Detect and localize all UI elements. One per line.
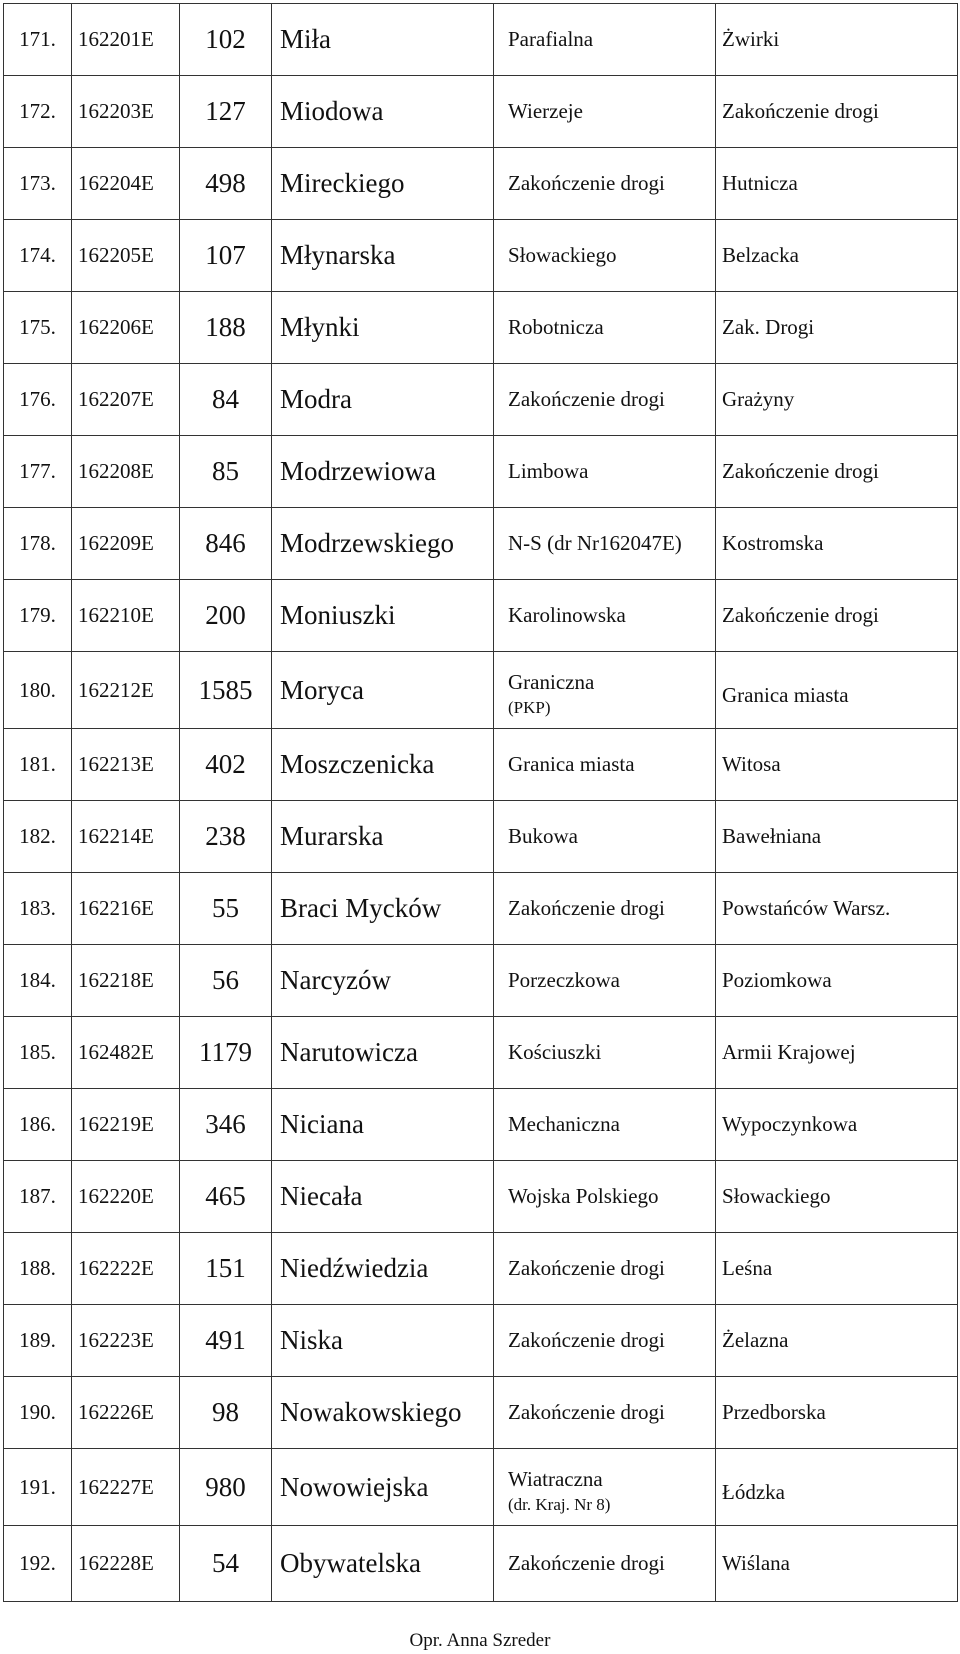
from-street-cell: Zakończenie drogi [494, 1233, 716, 1305]
from-street-cell: Zakończenie drogi [494, 364, 716, 436]
road-code-cell: 162207E [72, 364, 180, 436]
from-street-cell: Zakończenie drogi [494, 1526, 716, 1602]
row-number-cell: 182. [4, 801, 72, 873]
road-code-cell: 162208E [72, 436, 180, 508]
to-street-cell: Słowackiego [716, 1161, 958, 1233]
street-name-cell: Braci Mycków [272, 873, 494, 945]
road-code-cell: 162222E [72, 1233, 180, 1305]
street-name-cell: Murarska [272, 801, 494, 873]
table-row [4, 1017, 958, 1089]
row-number-cell: 184. [4, 945, 72, 1017]
to-street-cell: Armii Krajowej [716, 1017, 958, 1089]
table-row [4, 148, 958, 220]
road-length-cell: 491 [180, 1305, 272, 1377]
from-street-cell [494, 652, 716, 729]
to-street-cell: Kostromska [716, 508, 958, 580]
row-number-cell: 180. [4, 652, 72, 729]
road-length-cell: 498 [180, 148, 272, 220]
table-row [4, 292, 958, 364]
to-street-cell: Zakończenie drogi [716, 76, 958, 148]
table-row [4, 220, 958, 292]
from-street-cell: Mechaniczna [494, 1089, 716, 1161]
from-street-cell: Zakończenie drogi [494, 873, 716, 945]
street-name-cell: Obywatelska [272, 1526, 494, 1602]
to-street-cell: Wypoczynkowa [716, 1089, 958, 1161]
road-code-cell: 162226E [72, 1377, 180, 1449]
road-code-cell: 162204E [72, 148, 180, 220]
footer-author: Opr. Anna Szreder [409, 1630, 551, 1651]
road-code-cell: 162206E [72, 292, 180, 364]
to-street-cell: Wiślana [716, 1526, 958, 1602]
to-street-cell: Przedborska [716, 1377, 958, 1449]
row-number-cell: 173. [4, 148, 72, 220]
row-number-cell: 183. [4, 873, 72, 945]
road-length-cell: 85 [180, 436, 272, 508]
to-street-cell: Żwirki [716, 4, 958, 76]
road-length-cell: 84 [180, 364, 272, 436]
road-code-cell: 162216E [72, 873, 180, 945]
table-row [4, 1526, 958, 1602]
from-street-note: (PKP) [508, 697, 551, 717]
to-street-cell: Zakończenie drogi [716, 436, 958, 508]
street-name-cell: Niedźwiedzia [272, 1233, 494, 1305]
road-length-cell: 107 [180, 220, 272, 292]
row-number-cell: 179. [4, 580, 72, 652]
row-number-cell: 187. [4, 1161, 72, 1233]
road-length-cell: 402 [180, 729, 272, 801]
street-name-cell: Moniuszki [272, 580, 494, 652]
road-length-cell: 980 [180, 1449, 272, 1526]
road-length-cell: 346 [180, 1089, 272, 1161]
street-name-cell: Młynki [272, 292, 494, 364]
road-length-cell: 846 [180, 508, 272, 580]
to-street-cell: Grażyny [716, 364, 958, 436]
row-number-cell: 181. [4, 729, 72, 801]
road-length-cell: 1179 [180, 1017, 272, 1089]
to-street-cell: Belzacka [716, 220, 958, 292]
row-number-cell: 189. [4, 1305, 72, 1377]
road-code-cell: 162209E [72, 508, 180, 580]
street-name-cell: Niciana [272, 1089, 494, 1161]
road-code-cell: 162203E [72, 76, 180, 148]
road-code-cell: 162228E [72, 1526, 180, 1602]
street-name-cell: Modra [272, 364, 494, 436]
table-row [4, 4, 958, 76]
to-street-cell: Poziomkowa [716, 945, 958, 1017]
street-name-cell: Narutowicza [272, 1017, 494, 1089]
table-row [4, 364, 958, 436]
table-row [4, 1161, 958, 1233]
from-street-main: Wiatraczna [508, 1466, 603, 1491]
from-street-main: Graniczna [508, 669, 595, 694]
to-street-cell: Łódzka [716, 1449, 958, 1526]
road-length-cell: 151 [180, 1233, 272, 1305]
row-number-cell: 177. [4, 436, 72, 508]
street-name-cell: Moszczenicka [272, 729, 494, 801]
street-name-cell: Moryca [272, 652, 494, 729]
street-name-cell: Młynarska [272, 220, 494, 292]
row-number-cell: 176. [4, 364, 72, 436]
row-number-cell: 190. [4, 1377, 72, 1449]
road-code-cell: 162218E [72, 945, 180, 1017]
road-code-cell: 162210E [72, 580, 180, 652]
road-length-cell: 54 [180, 1526, 272, 1602]
street-name-cell: Mireckiego [272, 148, 494, 220]
streets-table [3, 3, 958, 1602]
from-street-cell: Robotnicza [494, 292, 716, 364]
road-code-cell: 162201E [72, 4, 180, 76]
road-length-cell: 1585 [180, 652, 272, 729]
from-street-cell: Parafialna [494, 4, 716, 76]
from-street-cell: Porzeczkowa [494, 945, 716, 1017]
from-street-cell: Zakończenie drogi [494, 1305, 716, 1377]
street-name-cell: Niska [272, 1305, 494, 1377]
street-name-cell: Niecała [272, 1161, 494, 1233]
from-street-cell: Zakończenie drogi [494, 1377, 716, 1449]
table-row [4, 945, 958, 1017]
row-number-cell: 186. [4, 1089, 72, 1161]
row-number-cell: 192. [4, 1526, 72, 1602]
road-code-cell: 162482E [72, 1017, 180, 1089]
table-row [4, 801, 958, 873]
street-name-cell: Modrzewskiego [272, 508, 494, 580]
to-street-cell: Żelazna [716, 1305, 958, 1377]
table-row [4, 1377, 958, 1449]
from-street-cell: Karolinowska [494, 580, 716, 652]
from-street-cell: Słowackiego [494, 220, 716, 292]
to-street-cell: Witosa [716, 729, 958, 801]
from-street-cell: Wierzeje [494, 76, 716, 148]
road-length-cell: 200 [180, 580, 272, 652]
row-number-cell: 175. [4, 292, 72, 364]
table-row [4, 1233, 958, 1305]
row-number-cell: 185. [4, 1017, 72, 1089]
road-length-cell: 465 [180, 1161, 272, 1233]
table-row [4, 436, 958, 508]
from-street-cell: Granica miasta [494, 729, 716, 801]
from-street-cell: Bukowa [494, 801, 716, 873]
to-street-cell: Hutnicza [716, 148, 958, 220]
road-code-cell: 162212E [72, 652, 180, 729]
from-street-note: (dr. Kraj. Nr 8) [508, 1494, 611, 1514]
street-name-cell: Narcyzów [272, 945, 494, 1017]
table-row [4, 76, 958, 148]
row-number-cell: 191. [4, 1449, 72, 1526]
table-row [4, 580, 958, 652]
table-row [4, 873, 958, 945]
street-name-cell: Miła [272, 4, 494, 76]
road-length-cell: 238 [180, 801, 272, 873]
street-name-cell: Modrzewiowa [272, 436, 494, 508]
table-row [4, 729, 958, 801]
streets-table-body [4, 4, 958, 1602]
road-code-cell: 162214E [72, 801, 180, 873]
from-street-cell: Limbowa [494, 436, 716, 508]
to-street-cell: Leśna [716, 1233, 958, 1305]
table-row [4, 1305, 958, 1377]
from-street-cell [494, 1449, 716, 1526]
from-street-cell: N-S (dr Nr162047E) [494, 508, 716, 580]
to-street-cell: Zak. Drogi [716, 292, 958, 364]
table-row [4, 652, 958, 729]
road-length-cell: 188 [180, 292, 272, 364]
road-code-cell: 162227E [72, 1449, 180, 1526]
row-number-cell: 171. [4, 4, 72, 76]
road-length-cell: 55 [180, 873, 272, 945]
to-street-cell: Bawełniana [716, 801, 958, 873]
row-number-cell: 174. [4, 220, 72, 292]
to-street-cell: Granica miasta [716, 652, 958, 729]
from-street-cell: Kościuszki [494, 1017, 716, 1089]
street-name-cell: Miodowa [272, 76, 494, 148]
row-number-cell: 188. [4, 1233, 72, 1305]
road-code-cell: 162220E [72, 1161, 180, 1233]
street-name-cell: Nowowiejska [272, 1449, 494, 1526]
road-length-cell: 102 [180, 4, 272, 76]
row-number-cell: 178. [4, 508, 72, 580]
row-number-cell: 172. [4, 76, 72, 148]
road-code-cell: 162213E [72, 729, 180, 801]
road-code-cell: 162223E [72, 1305, 180, 1377]
street-name-cell: Nowakowskiego [272, 1377, 494, 1449]
to-street-cell: Powstańców Warsz. [716, 873, 958, 945]
from-street-cell: Zakończenie drogi [494, 148, 716, 220]
road-length-cell: 98 [180, 1377, 272, 1449]
to-street-cell: Zakończenie drogi [716, 580, 958, 652]
table-row [4, 508, 958, 580]
road-length-cell: 127 [180, 76, 272, 148]
road-code-cell: 162205E [72, 220, 180, 292]
road-length-cell: 56 [180, 945, 272, 1017]
from-street-cell: Wojska Polskiego [494, 1161, 716, 1233]
table-row [4, 1089, 958, 1161]
table-row [4, 1449, 958, 1526]
road-code-cell: 162219E [72, 1089, 180, 1161]
